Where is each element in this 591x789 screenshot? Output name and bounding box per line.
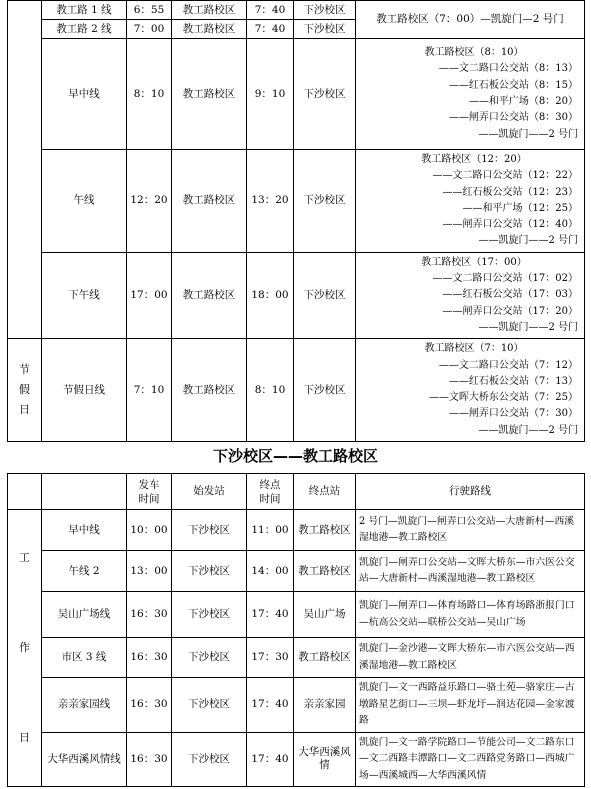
route-stop: 教工路校区（8：10）: [424, 47, 524, 59]
route-stop: ——文二路口公交站（17：02）: [432, 273, 578, 285]
end-station: 教工路校区: [294, 638, 356, 678]
route-stop: ——红石板公交站（17：03）: [442, 289, 578, 301]
arrive-time: 18：00: [247, 252, 294, 338]
route-stop: 教工路校区（7：10）: [424, 343, 524, 355]
arrive-time: 17：40: [247, 592, 294, 638]
header-row: [8, 474, 585, 510]
arrive-time: 17：30: [247, 638, 294, 678]
arrive-time: 8：10: [247, 339, 294, 442]
depart-time: 16：30: [127, 678, 172, 733]
depart-time: 7：10: [127, 339, 172, 442]
route-cell: 2 号门—凯旋门—闸弄口公交站—大唐新村—西溪湿地港—教工路校区: [356, 510, 585, 551]
header-text: 发车: [138, 478, 160, 491]
schedule-table-to-jiaogonglu: [7, 473, 585, 787]
line-name: 教工路 1 线: [42, 1, 127, 20]
table-row: [8, 638, 585, 678]
header-arrive-time: [247, 474, 294, 510]
start-station: 教工路校区: [172, 252, 247, 338]
depart-time: 17：00: [127, 252, 172, 338]
route-stop: ——红石板公交站（7：13）: [448, 375, 578, 387]
end-station: 下沙校区: [294, 1, 356, 20]
route-stop: ——红石板公交站（12：23）: [442, 186, 578, 198]
route-stop: ——凯旋门——2 号门: [478, 321, 578, 333]
start-station: 下沙校区: [172, 510, 247, 551]
header-route: 行驶路线: [356, 474, 585, 510]
table-row: [8, 252, 585, 338]
depart-time: 12：20: [127, 150, 172, 253]
table-row: [8, 339, 585, 442]
depart-time: 16：30: [127, 732, 172, 787]
group-char: 节: [19, 363, 30, 377]
group-cell-workday: [8, 1, 42, 339]
depart-time: 16：30: [127, 638, 172, 678]
route-stop: ——和平广场（12：25）: [462, 202, 578, 214]
end-station: 吴山广场: [294, 592, 356, 638]
start-station: 下沙校区: [172, 678, 247, 733]
line-name: 早中线: [42, 510, 127, 551]
route-stop: ——文二路口公交站（12：22）: [432, 170, 578, 182]
depart-time: 13：00: [127, 551, 172, 592]
depart-time: 16：30: [127, 592, 172, 638]
start-station: 教工路校区: [172, 339, 247, 442]
schedule-table-to-xiasha: [7, 0, 585, 442]
route-cell: [356, 252, 585, 338]
start-station: 教工路校区: [172, 150, 247, 253]
route-cell: 凯旋门—金沙港—文晖大桥东—市六医公交站—西溪湿地港—教工路校区: [356, 638, 585, 678]
route-stop: 教工路校区（12：20）: [421, 154, 527, 165]
header-text: 时间: [259, 492, 281, 505]
arrive-time: 7：40: [247, 1, 294, 20]
route-stop: ——和平广场（8：20）: [468, 96, 578, 107]
table-row: [8, 510, 585, 551]
route-stop: ——闸弄口公交站（8：30）: [448, 112, 578, 124]
route-stop: 教工路校区（17：00）: [421, 256, 527, 268]
start-station: 下沙校区: [172, 732, 247, 787]
start-station: 教工路校区: [172, 1, 247, 20]
group-cell-workday: [8, 510, 42, 787]
depart-time: 10：00: [127, 510, 172, 551]
line-name: 早中线: [42, 39, 127, 150]
route-cell: 教工路校区（7：00）—凯旋门—2 号门: [356, 1, 585, 39]
start-station: 教工路校区: [172, 20, 247, 39]
route-stop: ——闸弄口公交站（12：40）: [442, 219, 578, 231]
line-name: 教工路 2 线: [42, 20, 127, 39]
route-stop: ——凯旋门——2 号门: [478, 424, 578, 436]
route-cell: 凯旋门—文一西路益乐路口—骆土苑—骆家庄—古墩路星艺街口—三坝—虾龙圩—润达花园—金家渡路: [356, 678, 585, 733]
line-name: 亲亲家园线: [42, 678, 127, 733]
end-station: 下沙校区: [294, 20, 356, 39]
table-row: [8, 150, 585, 253]
table-row: [8, 551, 585, 592]
line-name: 午线: [42, 150, 127, 253]
header-text: 终点: [259, 478, 281, 491]
route-cell: [356, 39, 585, 150]
route-stop: ——凯旋门——2 号门: [478, 128, 578, 140]
header-line-name: [42, 474, 127, 510]
header-start-station: 始发站: [172, 474, 247, 510]
end-station: 大华西溪风情: [294, 732, 356, 787]
table-row: [8, 678, 585, 733]
route-stop: ——文二路口公交站（8：13）: [438, 63, 578, 75]
arrive-time: 7：40: [247, 20, 294, 39]
end-station: 下沙校区: [294, 252, 356, 338]
arrive-time: 17：40: [247, 732, 294, 787]
line-name: 节假日线: [42, 339, 127, 442]
line-name: 吴山广场线: [42, 592, 127, 638]
section-title: 下沙校区——教工路校区: [212, 447, 378, 465]
group-char: 工: [19, 551, 30, 564]
table-row: [8, 732, 585, 787]
header-depart-time: [127, 474, 172, 510]
start-station: 下沙校区: [172, 551, 247, 592]
route-cell: [356, 339, 585, 442]
arrive-time: 11：00: [247, 510, 294, 551]
header-text: 时间: [138, 492, 160, 505]
arrive-time: 17：40: [247, 678, 294, 733]
end-station: 教工路校区: [294, 551, 356, 592]
end-station: 下沙校区: [294, 339, 356, 442]
arrive-time: 13：20: [247, 150, 294, 253]
route-stop: ——凯旋门——2 号门: [478, 235, 578, 247]
route-cell: 凯旋门—文一路学院路口—节能公司—文二路东口—文二西路丰潭路口—文二西路党务路口—西城广场—西溪城西—大华西溪风情: [356, 732, 585, 787]
start-station: 教工路校区: [172, 39, 247, 150]
group-cell-holiday: [8, 339, 42, 442]
line-name: 午线 2: [42, 551, 127, 592]
route-stop: ——文晖大桥东公交站（7：25）: [428, 392, 578, 404]
table-row: [8, 1, 585, 20]
arrive-time: 14：00: [247, 551, 294, 592]
route-stop: ——闸弄口公交站（7：30）: [448, 408, 578, 420]
end-station: 亲亲家园: [294, 678, 356, 733]
route-cell: [356, 150, 585, 253]
arrive-time: 9：10: [247, 39, 294, 150]
table-row: [8, 592, 585, 638]
route-stop: ——文二路口公交站（7：12）: [438, 359, 578, 371]
line-name: 市区 3 线: [42, 638, 127, 678]
start-station: 下沙校区: [172, 592, 247, 638]
route-stop: ——闸弄口公交站（17：20）: [442, 305, 578, 317]
end-station: 下沙校区: [294, 150, 356, 253]
line-name: 下午线: [42, 252, 127, 338]
group-char: 日: [19, 403, 30, 417]
start-station: 下沙校区: [172, 638, 247, 678]
depart-time: 6：55: [127, 1, 172, 20]
depart-time: 8：10: [127, 39, 172, 150]
group-char: 作: [19, 641, 30, 654]
header-group: [8, 474, 42, 510]
header-end-station: 终点站: [294, 474, 356, 510]
route-cell: 凯旋门—闸弄口—体育场路口—体育场路浙报门口—杭高公交站—联桥公交站—吴山广场: [356, 592, 585, 638]
table-row: [8, 39, 585, 150]
group-char: 日: [19, 731, 30, 744]
end-station: 下沙校区: [294, 39, 356, 150]
depart-time: 7：00: [127, 20, 172, 39]
route-stop: ——红石板公交站（8：15）: [448, 79, 578, 91]
end-station: 教工路校区: [294, 510, 356, 551]
route-cell: 凯旋门—闸弄口公交站—文晖大桥东—市六医公交站—大唐新村—西溪湿地港—教工路校区: [356, 551, 585, 592]
group-char: 假: [19, 383, 30, 397]
line-name: 大华西溪风情线: [42, 732, 127, 787]
